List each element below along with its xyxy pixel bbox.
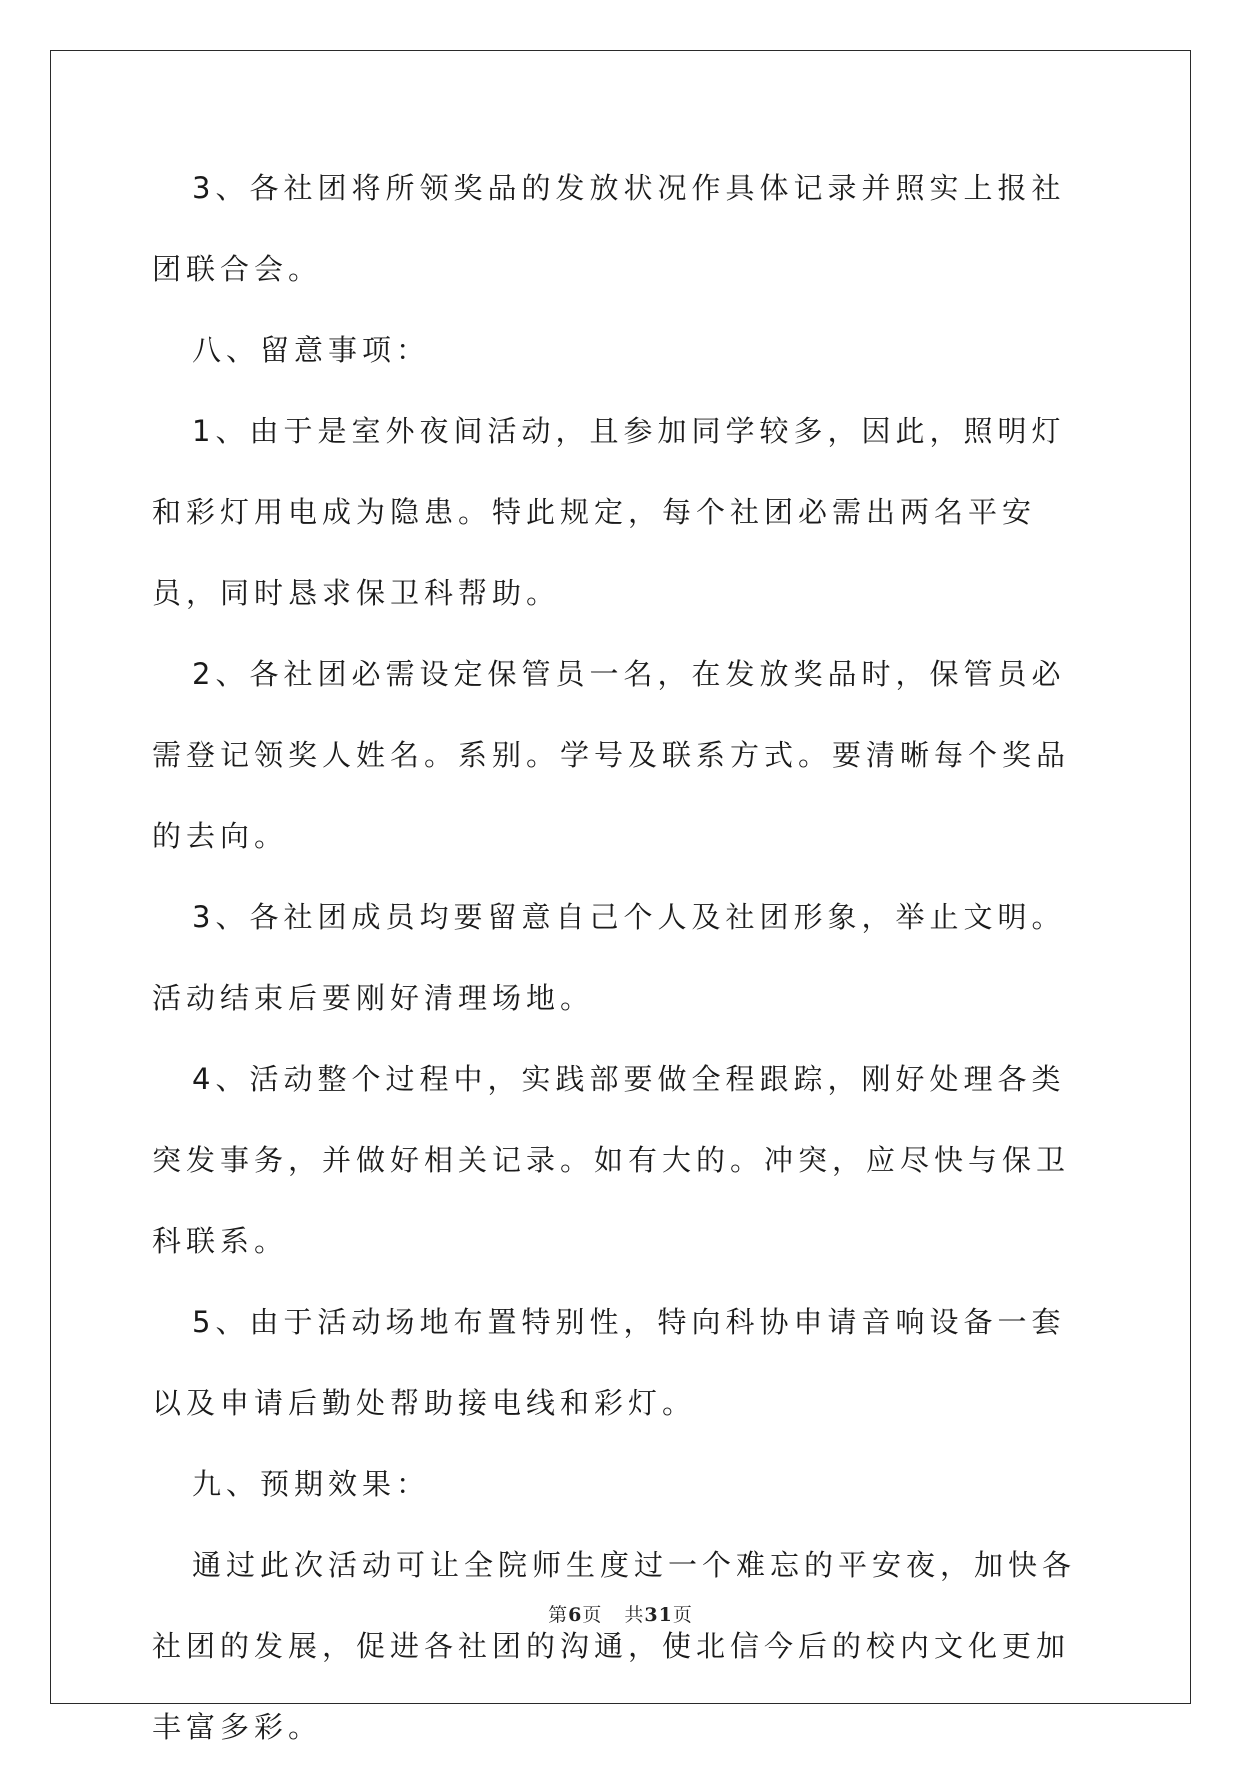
paragraph: 4、活动整个过程中，实践部要做全程跟踪，刚好处理各类突发事务，并做好相关记录。如有大的。冲突，应尽快与保卫科联系。	[152, 1062, 1071, 1258]
paragraph: 3、各社团将所领奖品的发放状况作具体记录并照实上报社团联合会。	[152, 171, 1066, 286]
total-prefix: 共	[624, 1604, 645, 1626]
page-prefix: 第	[548, 1604, 569, 1626]
page-suffix: 页	[582, 1604, 603, 1626]
paragraph: 通过此次活动可让全院师生度过一个难忘的平安夜，加快各社团的发展，促进各社团的沟通，使北信今后的校内文化更加丰富多彩。	[152, 1548, 1077, 1744]
total-suffix: 页	[672, 1604, 693, 1626]
paragraph: 5、由于活动场地布置特别性，特向科协申请音响设备一套以及申请后勤处帮助接电线和彩灯。	[152, 1305, 1066, 1420]
total-pages: 31	[644, 1604, 673, 1626]
paragraph: 1、由于是室外夜间活动，且参加同学较多，因此，照明灯和彩灯用电成为隐患。特此规定，每个社团必需出两名平安员，同时恳求保卫科帮助。	[152, 414, 1066, 610]
document-body	[152, 148, 1092, 1768]
page-footer	[0, 1600, 1241, 1627]
section-heading: 九、预期效果：	[192, 1467, 431, 1501]
section-heading: 八、留意事项：	[192, 333, 431, 367]
page-number: 6	[568, 1604, 583, 1626]
paragraph: 2、各社团必需设定保管员一名，在发放奖品时，保管员必需登记领奖人姓名。系别。学号及联系方式。要清晰每个奖品的去向。	[152, 657, 1071, 853]
paragraph: 3、各社团成员均要留意自己个人及社团形象，举止文明。活动结束后要刚好清理场地。	[152, 900, 1066, 1015]
